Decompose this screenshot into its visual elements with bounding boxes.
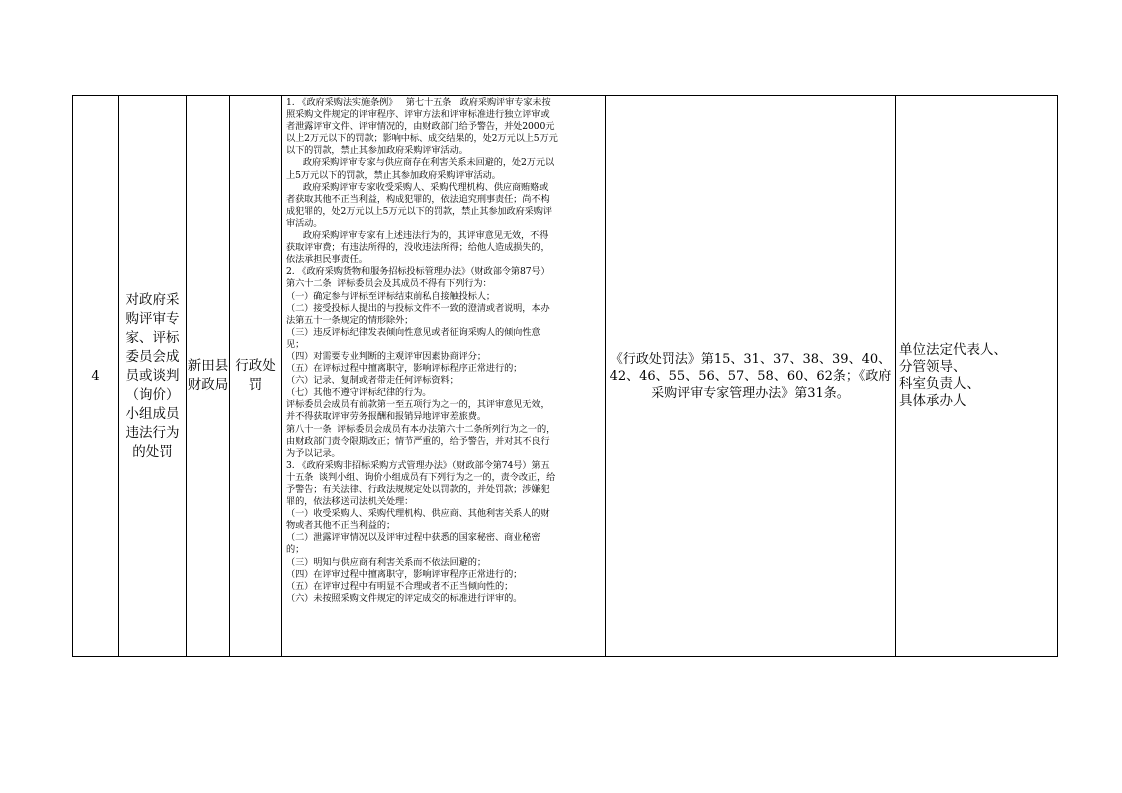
basis-line: （六）未按照采购文件规定的评定成交的标准进行评审的。 [286,592,523,604]
basis-line: （三）违反评标纪律发表倾向性意见或者征询采购人的倾向性意 [286,326,541,338]
basis-line: （三）明知与供应商有利害关系而不依法回避的； [286,556,486,568]
basis-line: 1. 《政府采购法实施条例》 第七十五条 政府采购评审专家未按 [286,97,551,108]
basis-line: 以上2万元以下的罚款；影响中标、成交结果的，处2万元以上5万元 [286,133,558,145]
basis-line: 审活动。 [286,217,323,229]
department-cell: 新田县财政局 [187,96,230,657]
basis-line: 政府采购评审专家与供应商存在利害关系未回避的，处2万元以 [286,157,555,169]
basis-line: 法第五十一条规定的情形除外； [286,314,414,326]
basis-line: （二）接受投标人提出的与投标文件不一致的澄清或者说明，本办 [286,302,550,314]
responsible-line: 单位法定代表人、 [899,342,1007,358]
basis-line: （二）泄露评审情况以及评审过程中获悉的国家秘密、商业秘密 [286,532,541,544]
basis-line: 物或者其他不正当利益的； [286,520,396,532]
basis-line: （七）其他不遵守评标纪律的行为。 [286,387,432,399]
basis-line: 罪的，依法移送司法机关处理： [286,496,414,508]
basis-line: 予警告；有关法律、行政法规规定处以罚款的，并处罚款；涉嫌犯 [286,484,550,495]
penalty-table [72,95,1058,657]
responsible-line: 具体承办人 [899,393,967,409]
basis-line: 上5万元以下的罚款，禁止其参加政府采购评审活动。 [286,169,501,181]
basis-line: 者获取其他不正当利益，构成犯罪的，依法追究刑事责任；尚不构 [286,193,550,205]
basis-line: 获取评审费；有违法所得的，没收违法所得；给他人造成损失的， [286,242,550,254]
basis-line: （一）收受采购人、采购代理机构、供应商、其他利害关系人的财 [286,508,550,520]
table-row [73,96,1058,657]
legal-basis-cell: 《行政处罚法》第15、31、37、38、39、40、42、46、55、56、57、58、60、62条；《政府采购评审专家管理办法》第31条。 [606,96,896,657]
basis-line: 政府采购评审专家收受采购人、采购代理机构、供应商贿赂或 [286,181,549,193]
basis-line: 第六十二条 评标委员会及其成员不得有下列行为： [286,278,492,290]
basis-line: 者泄露评审文件、评审情况的，由财政部门给予警告，并处2000元 [286,121,555,133]
basis-line: 以下的罚款，禁止其参加政府采购评审活动。 [286,145,468,157]
row-number-cell: 4 [73,96,119,657]
responsible-cell [896,96,1058,657]
basis-line: 评标委员会成员有前款第一至五项行为之一的，其评审意见无效， [286,399,550,411]
basis-line: 依法承担民事责任。 [286,254,368,266]
responsible-line: 科室负责人、 [899,376,980,392]
basis-line: 第八十一条 评标委员会成员有本办法第六十二条所列行为之一的， [286,423,556,435]
basis-line: 由财政部门责令限期改正；情节严重的，给予警告，并对其不良行 [286,435,550,447]
basis-line: （四）对需要专业判断的主观评审因素协商评分； [286,350,486,362]
basis-line: 政府采购评审专家有上述违法行为的，其评审意见无效，不得 [286,230,549,242]
basis-line: 十五条 谈判小组、询价小组成员有下列行为之一的，责令改正，给 [286,471,556,483]
basis-line: 为予以记录。 [286,447,341,459]
basis-line: （一）确定参与评标至评标结束前私自接触投标人； [286,290,496,302]
basis-text [282,96,605,656]
basis-line: 见； [286,338,305,350]
basis-line: 成犯罪的，处2万元以上5万元以下的罚款，禁止其参加政府采购评 [286,205,552,217]
basis-line: （四）在评审过程中擅离职守，影响评审程序正常进行的； [286,568,523,580]
basis-line: （五）在评审过程中有明显不合理或者不正当倾向性的； [286,580,514,592]
basis-line: 并不得获取评审劳务报酬和报销异地评审差旅费。 [286,411,486,423]
responsible-line: 分管领导、 [899,359,967,375]
item-name-cell: 对政府采购评审专家、评标委员会成员或谈判（询价）小组成员违法行为的处罚 [119,96,187,657]
basis-line: （五）在评标过程中擅离职守，影响评标程序正常进行的； [286,363,523,375]
action-type-cell: 行政处罚 [230,96,282,657]
basis-line: 的； [286,544,305,556]
basis-text-cell [282,96,606,657]
basis-line: （六）记录、复制或者带走任何评标资料； [286,375,459,387]
basis-line: 照采购文件规定的评审程序、评审方法和评审标准进行独立评审或 [286,109,550,121]
basis-line: 2. 《政府采购货物和服务招标投标管理办法》（财政部令第87号） [286,266,550,278]
basis-line: 3. 《政府采购非招标采购方式管理办法》（财政部令第74号）第五 [286,459,550,471]
